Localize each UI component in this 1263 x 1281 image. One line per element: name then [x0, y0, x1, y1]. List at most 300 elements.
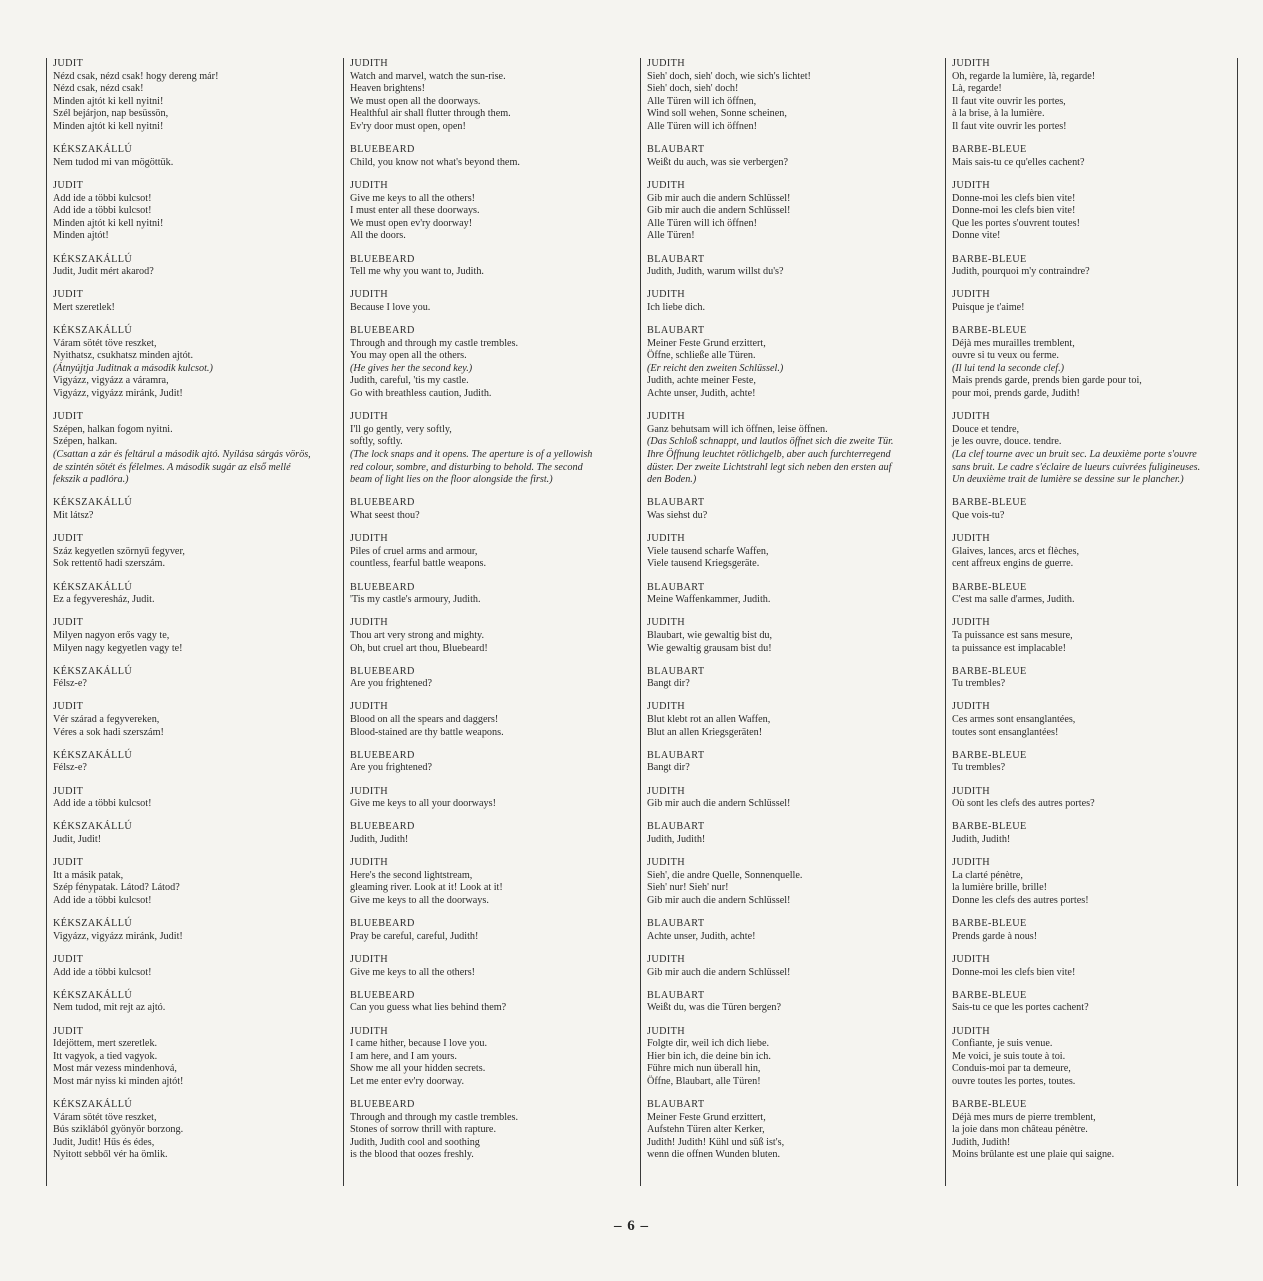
dialogue-line: Öffne, Blaubart, alle Türen!: [647, 1075, 761, 1087]
dialogue-line: Vér szárad a fegyvereken,: [53, 714, 160, 726]
dialogue-line: Prends garde à nous!: [952, 930, 1038, 942]
speaker-name: BLUEBEARD: [350, 749, 415, 761]
dialogue-line: Blaubart, wie gewaltig bist du,: [647, 629, 773, 641]
dialogue-block: [350, 497, 637, 522]
dialogue-block: [952, 58, 1237, 134]
dialogue-line: Bús sziklából gyönyör borzong.: [53, 1124, 184, 1136]
dialogue-block: [647, 666, 940, 691]
dialogue-line: Szél bejárjon, nap besüssön,: [53, 108, 169, 120]
dialogue-line: Il faut vite ouvrir les portes!: [952, 120, 1067, 132]
dialogue-line: Add ide a többi kulcsot!: [53, 205, 152, 217]
dialogue-block: [53, 325, 340, 401]
dialogue-block: [952, 180, 1237, 243]
dialogue-block: [350, 254, 637, 279]
dialogue-block: [350, 857, 637, 907]
dialogue-block: [647, 918, 940, 943]
dialogue-line: Watch and marvel, watch the sun-rise.: [350, 70, 506, 82]
dialogue-line: Give me keys to all the others!: [350, 192, 476, 204]
dialogue-line: Félsz-e?: [53, 678, 87, 690]
dialogue-line: Was siehst du?: [647, 509, 708, 521]
dialogue-line: Blood-stained are thy battle weapons.: [350, 726, 504, 738]
dialogue-line: Sok rettentő hadi szerszám.: [53, 558, 166, 570]
dialogue-block: [350, 1099, 637, 1162]
speaker-name: BARBE-BLEUE: [952, 497, 1027, 509]
speaker-name: KÉKSZAKÁLLÚ: [53, 749, 133, 761]
stage-direction: (The lock snaps and it opens. The aperture is of a yellowish: [350, 449, 593, 460]
dialogue-block: [53, 954, 340, 979]
dialogue-block: [350, 180, 637, 243]
speaker-name: JUDITH: [647, 533, 686, 545]
dialogue-line: Give me keys to all your doorways!: [350, 798, 496, 810]
dialogue-line: Minden ajtót ki kell nyitni!: [53, 120, 164, 132]
speaker-name: BARBE-BLEUE: [952, 1099, 1027, 1111]
speaker-name: BARBE-BLEUE: [952, 989, 1027, 1001]
dialogue-line: C'est ma salle d'armes, Judith.: [952, 594, 1075, 606]
dialogue-line: Donne-moi les clefs bien vite!: [952, 205, 1076, 217]
dialogue-line: Douce et tendre,: [952, 423, 1020, 435]
dialogue-line: Go with breathless caution, Judith.: [350, 388, 492, 400]
dialogue-block: [350, 786, 637, 811]
dialogue-block: [952, 289, 1237, 314]
dialogue-line: Judith, Judith cool and soothing: [350, 1136, 480, 1148]
dialogue-block: [952, 411, 1237, 487]
dialogue-line: Add ide a többi kulcsot!: [53, 894, 152, 906]
dialogue-line: Heaven brightens!: [350, 83, 425, 95]
dialogue-line: All the doors.: [350, 230, 406, 242]
stage-direction: Un deuxième trait de lumière se dessine sur le plancher.): [952, 474, 1184, 486]
stage-direction: red colour, sombre, and disturbing to behold. The second: [350, 461, 583, 473]
speaker-name: JUDIT: [53, 179, 84, 191]
dialogue-block: [952, 497, 1237, 522]
dialogue-block: [647, 325, 940, 401]
dialogue-block: [53, 918, 340, 943]
stage-direction: (Csattan a zár és feltárul a második ajtó. Nyílása sárgás vörös,: [53, 449, 311, 460]
dialogue-line: We must open ev'ry doorway!: [350, 217, 473, 229]
dialogue-block: [53, 582, 340, 607]
dialogue-block: [350, 617, 637, 655]
speaker-name: JUDITH: [647, 617, 686, 629]
dialogue-line: Alle Türen will ich öffnen!: [647, 120, 757, 132]
speaker-name: JUDITH: [952, 533, 991, 545]
dialogue-block: [350, 289, 637, 314]
speaker-name: JUDITH: [350, 953, 389, 965]
dialogue-block: [647, 289, 940, 314]
dialogue-line: Judith, achte meiner Feste,: [647, 375, 756, 387]
dialogue-line: Add ide a többi kulcsot!: [53, 966, 152, 978]
speaker-name: JUDITH: [647, 785, 686, 797]
dialogue-line: Szépen, halkan fogom nyitni.: [53, 423, 173, 435]
speaker-name: BLUEBEARD: [350, 1099, 415, 1111]
speaker-name: JUDIT: [53, 533, 84, 545]
speaker-name: JUDITH: [647, 1025, 686, 1037]
dialogue-line: gleaming river. Look at it! Look at it!: [350, 882, 503, 894]
speaker-name: BLUEBEARD: [350, 821, 415, 833]
dialogue-line: Give me keys to all the doorways.: [350, 894, 489, 906]
speaker-name: BARBE-BLEUE: [952, 821, 1027, 833]
dialogue-line: Mais prends garde, prends bien garde pour toi,: [952, 375, 1142, 387]
speaker-name: JUDITH: [350, 58, 389, 69]
dialogue-block: [53, 786, 340, 811]
dialogue-line: Gib mir auch die andern Schlüssel!: [647, 192, 791, 204]
dialogue-line: Gib mir auch die andern Schlüssel!: [647, 798, 791, 810]
stage-direction: (He gives her the second key.): [350, 362, 473, 374]
dialogue-line: Through and through my castle trembles.: [350, 337, 519, 349]
dialogue-block: [647, 750, 940, 775]
dialogue-block: [53, 617, 340, 655]
dialogue-block: [952, 954, 1237, 979]
dialogue-line: Milyen nagy kegyetlen vagy te!: [53, 642, 183, 654]
dialogue-line: Que vois-tu?: [952, 509, 1005, 521]
dialogue-line: Donne-moi les clefs bien vite!: [952, 192, 1076, 204]
dialogue-line: Folgte dir, weil ich dich liebe.: [647, 1038, 770, 1050]
speaker-name: JUDITH: [952, 411, 991, 423]
speaker-name: BLUEBEARD: [350, 989, 415, 1001]
dialogue-line: Nézd csak, nézd csak! hogy dereng már!: [53, 70, 219, 82]
speaker-name: JUDITH: [647, 179, 686, 191]
speaker-name: KÉKSZAKÁLLÚ: [53, 325, 133, 337]
dialogue-line: Alle Türen will ich öffnen!: [647, 217, 757, 229]
speaker-name: KÉKSZAKÁLLÚ: [53, 989, 133, 1001]
speaker-name: JUDITH: [952, 785, 991, 797]
dialogue-line: Moins brûlante est une plaie qui saigne.: [952, 1149, 1115, 1161]
speaker-name: JUDITH: [350, 701, 389, 713]
speaker-name: JUDITH: [350, 289, 389, 301]
speaker-name: KÉKSZAKÁLLÚ: [53, 497, 133, 509]
speaker-name: JUDITH: [647, 953, 686, 965]
right-column-rule: [1237, 58, 1238, 1186]
speaker-name: KÉKSZAKÁLLÚ: [53, 665, 133, 677]
dialogue-block: [53, 58, 340, 134]
dialogue-block: [952, 990, 1237, 1015]
dialogue-line: La clarté pénètre,: [952, 869, 1023, 881]
dialogue-line: Déjà mes murs de pierre tremblent,: [952, 1111, 1096, 1123]
stage-direction: (Er reicht den zweiten Schlüssel.): [647, 362, 784, 374]
dialogue-line: Blut klebt rot an allen Waffen,: [647, 714, 771, 726]
dialogue-line: Stones of sorrow thrill with rapture.: [350, 1124, 496, 1136]
dialogue-block: [350, 144, 637, 169]
dialogue-line: Pray be careful, careful, Judith!: [350, 930, 479, 942]
stage-direction: (Il lui tend la seconde clef.): [952, 362, 1065, 374]
dialogue-line: Healthful air shall flutter through them.: [350, 108, 511, 120]
dialogue-block: [952, 325, 1237, 401]
dialogue-line: Ich liebe dich.: [647, 301, 705, 313]
dialogue-line: Oh, regarde la lumière, là, regarde!: [952, 70, 1096, 82]
dialogue-line: Judith, Judith!: [350, 834, 409, 845]
dialogue-line: cent affreux engins de guerre.: [952, 558, 1074, 570]
dialogue-line: Weißt du, was die Türen bergen?: [647, 1002, 782, 1014]
dialogue-block: [350, 918, 637, 943]
dialogue-line: is the blood that oozes freshly.: [350, 1149, 474, 1161]
speaker-name: JUDITH: [952, 857, 991, 869]
dialogue-line: softly, softly.: [350, 436, 403, 448]
dialogue-line: Bangt dir?: [647, 678, 690, 690]
dialogue-block: [53, 1099, 340, 1162]
dialogue-block: [952, 1099, 1237, 1162]
speaker-name: JUDITH: [647, 58, 686, 69]
dialogue-line: Száz kegyetlen szörnyű fegyver,: [53, 545, 185, 557]
speaker-name: BARBE-BLEUE: [952, 665, 1027, 677]
speaker-name: BLUEBEARD: [350, 665, 415, 677]
dialogue-block: [647, 254, 940, 279]
dialogue-line: Most már nyiss ki minden ajtót!: [53, 1075, 184, 1087]
dialogue-line: Judith, Judith!: [952, 834, 1011, 845]
dialogue-block: [647, 582, 940, 607]
dialogue-line: ta puissance est implacable!: [952, 642, 1066, 654]
speaker-name: JUDITH: [350, 857, 389, 869]
dialogue-line: Félsz-e?: [53, 762, 87, 774]
dialogue-line: Gib mir auch die andern Schlüssel!: [647, 966, 791, 978]
stage-direction: düster. Der zweite Lichtstrahl legt sich neben den ersten auf: [647, 461, 892, 473]
page-number: – 6 –: [614, 1218, 649, 1234]
dialogue-line: Judit, Judit! Hűs és édes,: [53, 1136, 155, 1148]
dialogue-line: Meine Waffenkammer, Judith.: [647, 594, 771, 606]
speaker-name: KÉKSZAKÁLLÚ: [53, 1099, 133, 1111]
dialogue-line: ouvre toutes les portes, toutes.: [952, 1075, 1076, 1087]
dialogue-block: [53, 254, 340, 279]
dialogue-line: Ces armes sont ensanglantées,: [952, 714, 1076, 726]
dialogue-line: Ganz behutsam will ich öffnen, leise öffnen.: [647, 423, 828, 435]
dialogue-line: Nézd csak, nézd csak!: [53, 83, 144, 95]
speaker-name: BLUEBEARD: [350, 144, 415, 156]
dialogue-line: Aufstehn Türen alter Kerker,: [647, 1124, 765, 1136]
speaker-name: BLAUBART: [647, 989, 705, 1001]
dialogue-block: [53, 990, 340, 1015]
column-french: [945, 58, 1237, 1186]
dialogue-line: Öffne, schließe alle Türen.: [647, 350, 756, 362]
stage-direction: den Boden.): [647, 474, 697, 486]
dialogue-line: Viele tausend Kriegsgeräte.: [647, 558, 760, 570]
speaker-name: BLAUBART: [647, 581, 705, 593]
dialogue-block: [53, 497, 340, 522]
dialogue-line: What seest thou?: [350, 509, 420, 521]
speaker-name: BARBE-BLEUE: [952, 749, 1027, 761]
dialogue-block: [53, 289, 340, 314]
stage-direction: fekszik a padlóra.): [53, 474, 129, 486]
dialogue-block: [647, 990, 940, 1015]
dialogue-block: [952, 918, 1237, 943]
dialogue-line: Are you frightened?: [350, 762, 433, 774]
dialogue-line: Judith! Judith! Kühl und süß ist's,: [647, 1136, 785, 1148]
speaker-name: JUDITH: [350, 179, 389, 191]
speaker-name: KÉKSZAKÁLLÚ: [53, 821, 133, 833]
speaker-name: BLUEBEARD: [350, 918, 415, 930]
dialogue-line: Wind soll wehen, Sonne scheinen,: [647, 108, 787, 120]
dialogue-line: Sais-tu ce que les portes cachent?: [952, 1002, 1089, 1014]
dialogue-block: [350, 533, 637, 571]
stage-direction: (La clef tourne avec un bruit sec. La deuxième porte s'ouvre: [952, 449, 1197, 460]
dialogue-line: Blood on all the spears and daggers!: [350, 714, 499, 726]
dialogue-block: [53, 701, 340, 739]
speaker-name: BLAUBART: [647, 325, 705, 337]
dialogue-block: [647, 1099, 940, 1162]
dialogue-line: Sieh', die andre Quelle, Sonnenquelle.: [647, 869, 803, 881]
dialogue-line: toutes sont ensanglantées!: [952, 726, 1059, 738]
speaker-name: JUDIT: [53, 701, 84, 713]
dialogue-line: Nyitott sebből vér ha ömlik.: [53, 1149, 168, 1161]
speaker-name: BLAUBART: [647, 144, 705, 156]
dialogue-block: [952, 144, 1237, 169]
dialogue-line: Glaives, lances, arcs et flèches,: [952, 545, 1080, 557]
dialogue-block: [647, 411, 940, 487]
stage-direction: (Das Schloß schnappt, und lautlos öffnet sich die zweite Tür.: [647, 436, 894, 448]
dialogue-line: Most már vezess mindenhová,: [53, 1063, 177, 1075]
dialogue-line: Hier bin ich, die deine bin ich.: [647, 1050, 771, 1062]
dialogue-line: Nem tudod mi van mögöttük.: [53, 156, 174, 168]
dialogue-line: Vigyázz, vigyázz miránk, Judit!: [53, 388, 183, 400]
dialogue-block: [350, 701, 637, 739]
dialogue-line: Achte unser, Judith, achte!: [647, 388, 756, 400]
dialogue-line: Oh, but cruel art thou, Bluebeard!: [350, 642, 488, 654]
speaker-name: JUDITH: [952, 617, 991, 629]
speaker-name: BLAUBART: [647, 918, 705, 930]
dialogue-line: Judith, Judith, warum willst du's?: [647, 266, 784, 278]
dialogue-line: Váram sötét töve reszket,: [53, 1111, 157, 1123]
dialogue-block: [53, 821, 340, 846]
dialogue-line: Gib mir auch die andern Schlüssel!: [647, 894, 791, 906]
dialogue-block: [350, 750, 637, 775]
dialogue-block: [647, 144, 940, 169]
dialogue-line: wenn die offnen Wunden bluten.: [647, 1149, 781, 1161]
dialogue-block: [350, 1026, 637, 1089]
dialogue-line: Because I love you.: [350, 301, 431, 313]
speaker-name: BARBE-BLEUE: [952, 581, 1027, 593]
dialogue-line: Sieh' doch, sieh' doch, wie sich's lichtet!: [647, 70, 811, 82]
dialogue-line: Váram sötét töve reszket,: [53, 337, 157, 349]
dialogue-block: [952, 533, 1237, 571]
dialogue-line: I must enter all these doorways.: [350, 205, 480, 217]
dialogue-line: Minden ajtót ki kell nyitni!: [53, 217, 164, 229]
dialogue-line: Judit, Judit mért akarod?: [53, 266, 154, 278]
dialogue-line: Sieh' doch, sieh' doch!: [647, 83, 739, 95]
dialogue-line: I'll go gently, very softly,: [350, 423, 452, 435]
dialogue-block: [53, 180, 340, 243]
dialogue-line: Tu trembles?: [952, 762, 1006, 774]
dialogue-line: Achte unser, Judith, achte!: [647, 930, 756, 942]
dialogue-block: [350, 411, 637, 487]
dialogue-line: pour moi, prends garde, Judith!: [952, 388, 1080, 400]
dialogue-block: [53, 750, 340, 775]
dialogue-line: Through and through my castle trembles.: [350, 1111, 519, 1123]
dialogue-line: Mais sais-tu ce qu'elles cachent?: [952, 156, 1085, 168]
dialogue-line: Führe mich nun überall hin,: [647, 1063, 761, 1075]
dialogue-block: [350, 666, 637, 691]
dialogue-block: [647, 533, 940, 571]
dialogue-block: [53, 144, 340, 169]
dialogue-block: [952, 1026, 1237, 1089]
dialogue-line: Nyithatsz, csukhatsz minden ajtót.: [53, 350, 194, 362]
dialogue-line: Idejöttem, mert szeretlek.: [53, 1038, 158, 1050]
dialogue-block: [647, 180, 940, 243]
speaker-name: JUDITH: [647, 701, 686, 713]
dialogue-line: Meiner Feste Grund erzittert,: [647, 337, 766, 349]
dialogue-line: Are you frightened?: [350, 678, 433, 690]
dialogue-line: Mert szeretlek!: [53, 301, 115, 313]
dialogue-line: Conduis-moi par ta demeure,: [952, 1063, 1071, 1075]
dialogue-line: Il faut vite ouvrir les portes,: [952, 95, 1066, 107]
dialogue-line: Thou art very strong and mighty.: [350, 629, 485, 641]
speaker-name: JUDITH: [952, 701, 991, 713]
speaker-name: JUDITH: [350, 1025, 389, 1037]
dialogue-block: [952, 254, 1237, 279]
dialogue-block: [647, 786, 940, 811]
speaker-name: JUDITH: [350, 533, 389, 545]
dialogue-line: Piles of cruel arms and armour,: [350, 545, 478, 557]
speaker-name: BLAUBART: [647, 1099, 705, 1111]
speaker-name: JUDIT: [53, 617, 84, 629]
dialogue-block: [350, 58, 637, 134]
speaker-name: JUDITH: [647, 411, 686, 423]
dialogue-line: Alle Türen will ich öffnen,: [647, 95, 757, 107]
dialogue-line: Me voici, je suis toute à toi.: [952, 1050, 1066, 1062]
dialogue-block: [647, 617, 940, 655]
speaker-name: JUDITH: [952, 289, 991, 301]
dialogue-block: [952, 786, 1237, 811]
dialogue-block: [952, 666, 1237, 691]
speaker-name: JUDITH: [647, 857, 686, 869]
speaker-name: JUDIT: [53, 58, 84, 69]
dialogue-line: la lumière brille, brille!: [952, 882, 1048, 894]
dialogue-line: Add ide a többi kulcsot!: [53, 192, 152, 204]
dialogue-line: Itt a másik patak,: [53, 869, 124, 881]
dialogue-line: Ev'ry door must open, open!: [350, 120, 466, 132]
dialogue-line: Sieh' nur! Sieh' nur!: [647, 882, 729, 894]
dialogue-line: You may open all the others.: [350, 350, 467, 362]
speaker-name: JUDITH: [350, 411, 389, 423]
speaker-name: BLUEBEARD: [350, 253, 415, 265]
dialogue-line: Puisque je t'aime!: [952, 301, 1025, 313]
dialogue-line: Minden ajtót ki kell nyitni!: [53, 95, 164, 107]
dialogue-block: [350, 582, 637, 607]
speaker-name: KÉKSZAKÁLLÚ: [53, 144, 133, 156]
dialogue-line: je les ouvre, douce. tendre.: [952, 436, 1062, 448]
dialogue-block: [350, 954, 637, 979]
dialogue-block: [952, 821, 1237, 846]
dialogue-line: Judith, pourquoi m'y contraindre?: [952, 266, 1090, 278]
speaker-name: JUDITH: [952, 179, 991, 191]
dialogue-line: Can you guess what lies behind them?: [350, 1002, 507, 1014]
speaker-name: JUDITH: [952, 1025, 991, 1037]
dialogue-block: [53, 666, 340, 691]
dialogue-block: [53, 411, 340, 487]
dialogue-line: ouvre si tu veux ou ferme.: [952, 350, 1059, 362]
dialogue-line: Alle Türen!: [647, 230, 695, 242]
speaker-name: BLAUBART: [647, 821, 705, 833]
dialogue-line: We must open all the doorways.: [350, 95, 481, 107]
column-german: [640, 58, 940, 1186]
dialogue-line: Nem tudod, mit rejt az ajtó.: [53, 1002, 166, 1014]
speaker-name: JUDIT: [53, 289, 84, 301]
speaker-name: JUDIT: [53, 411, 84, 423]
speaker-name: BARBE-BLEUE: [952, 918, 1027, 930]
dialogue-block: [647, 857, 940, 907]
speaker-name: JUDITH: [350, 617, 389, 629]
dialogue-block: [952, 701, 1237, 739]
stage-direction: beam of light lies on the floor alongside the first.): [350, 474, 553, 486]
dialogue-line: Wie gewaltig grausam bist du!: [647, 642, 772, 654]
dialogue-line: Donne les clefs des autres portes!: [952, 894, 1089, 906]
speaker-name: BLAUBART: [647, 253, 705, 265]
dialogue-line: Tu trembles?: [952, 678, 1006, 690]
dialogue-line: Here's the second lightstream,: [350, 869, 473, 881]
dialogue-block: [952, 857, 1237, 907]
dialogue-block: [53, 1026, 340, 1089]
speaker-name: JUDIT: [53, 857, 84, 869]
dialogue-line: Child, you know not what's beyond them.: [350, 156, 520, 168]
dialogue-line: Là, regarde!: [952, 83, 1002, 95]
dialogue-block: [647, 954, 940, 979]
dialogue-block: [647, 821, 940, 846]
dialogue-block: [647, 58, 940, 134]
